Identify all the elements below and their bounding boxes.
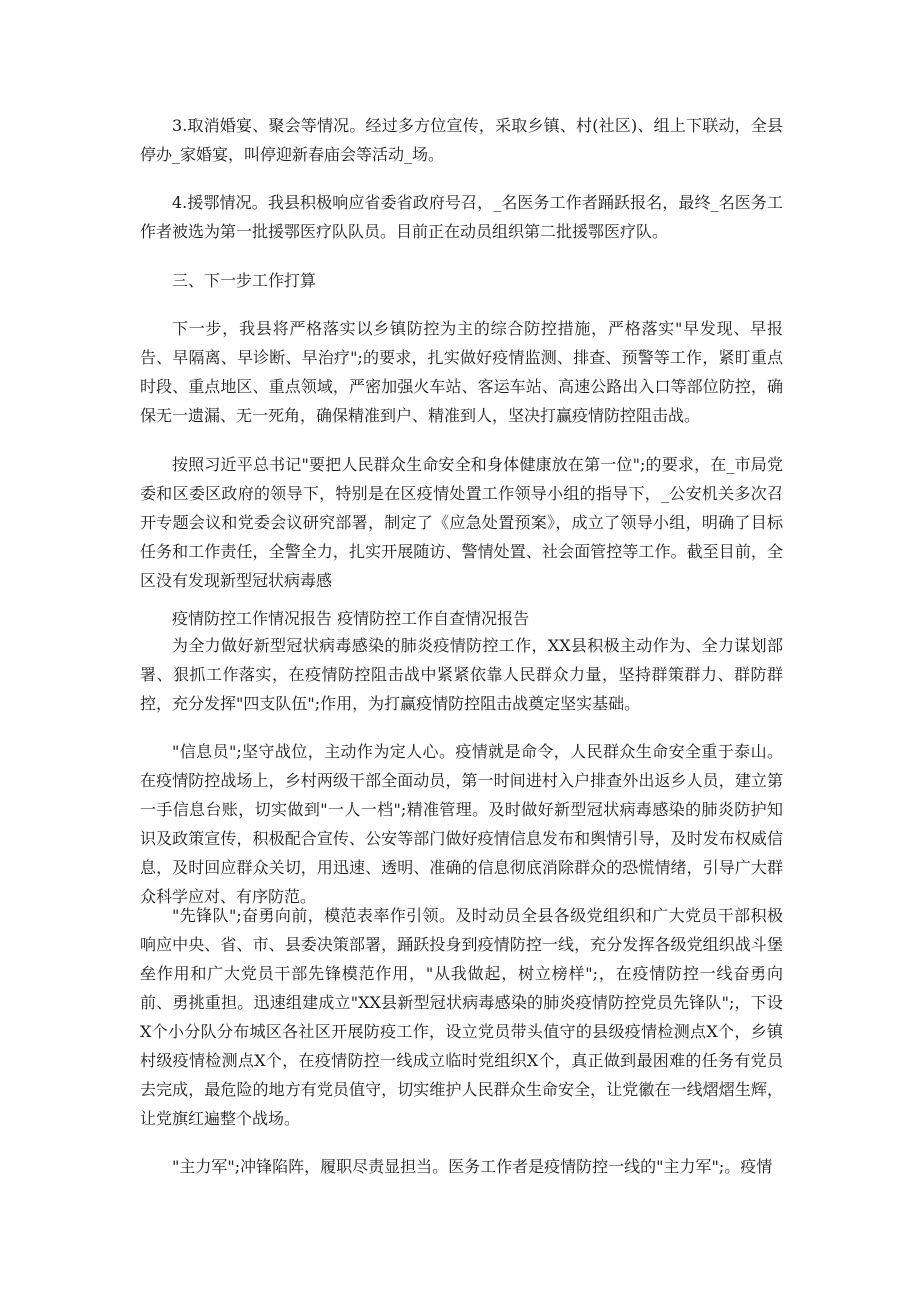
paragraph-next-steps: 下一步，我县将严格落实以乡镇防控为主的综合防控措施，严格落实"早发现、早报告、早隔离、早诊断、早治疗";的要求，扎实做好疫情监测、排查、预警等工作，紧盯重点时段、重点地区、重点领域，严密加强火车站、客运车站、高速公路出入口等部位防控，确保无一遗漏、无一死角，确保精准到户、精准到人，坚决打赢疫情防控阻击战。 <box>140 319 783 425</box>
paragraph-main-force: "主力军";冲锋陷阵，履职尽责显担当。医务工作者是疫情防控一线的"主力军";。疫情 <box>172 1157 773 1176</box>
report-title: 疫情防控工作情况报告 疫情防控工作自查情况报告 <box>172 609 530 628</box>
paragraph-vanguard: "先锋队";奋勇向前，模范表率作引领。及时动员全县各级党组织和广大党员干部积极响应中央、省、市、县委决策部署，踊跃投身到疫情防控一线，充分发挥各级党组织战斗堡垒作用和广大党员干部先锋模范作用，"从我做起，树立榜样";，在疫情防控一线奋勇向前、勇挑重担。迅速组建成立"XX县新型冠状病毒感染的肺炎疫情防控党员先锋队";，下设X个小分队分布城区各社区开展防疫工作，设立党员带头值守的县级疫情检测点X个，乡镇村级疫情检测点X个，在疫情防控一线成立临时党组织X个，真正做到最困难的任务有党员去完成，最危险的地方有党员值守，切实维护人民群众生命安全，让党徽在一线熠熠生辉，让党旗红遍整个战场。 <box>140 906 783 1128</box>
paragraph-wedding-cancellation: 3.取消婚宴、聚会等情况。经过多方位宣传，采取乡镇、村(社区)、组上下联动，全县停办_家婚宴，叫停迎新春庙会等活动_场。 <box>140 116 783 164</box>
paragraph-police-deployment: 按照习近平总书记"要把人民群众生命安全和身体健康放在第一位";的要求，在_市局党委和区委区政府的领导下，特别是在区疫情处置工作领导小组的指导下，_公安机关多次召开专题会议和党委会议研究部署，制定了《应急处置预案》，成立了领导小组，明确了目标任务和工作责任，全警全力，扎实开展随访、警情处置、社会面管控等工作。截至目前，全区没有发现新型冠状病毒感 <box>140 455 783 590</box>
paragraph-informants: "信息员";坚守战位，主动作为定人心。疫情就是命令，人民群众生命安全重于泰山。在疫情防控战场上，乡村两级干部全面动员，第一时间进村入户排查外出返乡人员，建立第一手信息台账，切实做到"一人一档";精准管理。及时做好新型冠状病毒感染的肺炎防护知识及政策宣传，积极配合宣传、公安等部门做好疫情信息发布和舆情引导，及时发布权威信息，及时回应群众关切，用迅速、透明、准确的信息彻底消除群众的恐慌情绪，引导广大群众科学应对、有序防范。 <box>140 742 783 906</box>
paragraph-overview: 为全力做好新型冠状病毒感染的肺炎疫情防控工作，XX县积极主动作为、全力谋划部署、狠抓工作落实，在疫情防控阻击战中紧紧依靠人民群众力量，坚持群策群力、群防群控，充分发挥"四支队伍";作用，为打赢疫情防控阻击战奠定坚实基础。 <box>140 636 783 713</box>
paragraph-hubei-aid: 4.援鄂情况。我县积极响应省委省政府号召，_名医务工作者踊跃报名，最终_名医务工作者被选为第一批援鄂医疗队队员。目前正在动员组织第二批援鄂医疗队。 <box>140 193 783 241</box>
section-heading-next-steps: 三、下一步工作打算 <box>172 271 317 290</box>
